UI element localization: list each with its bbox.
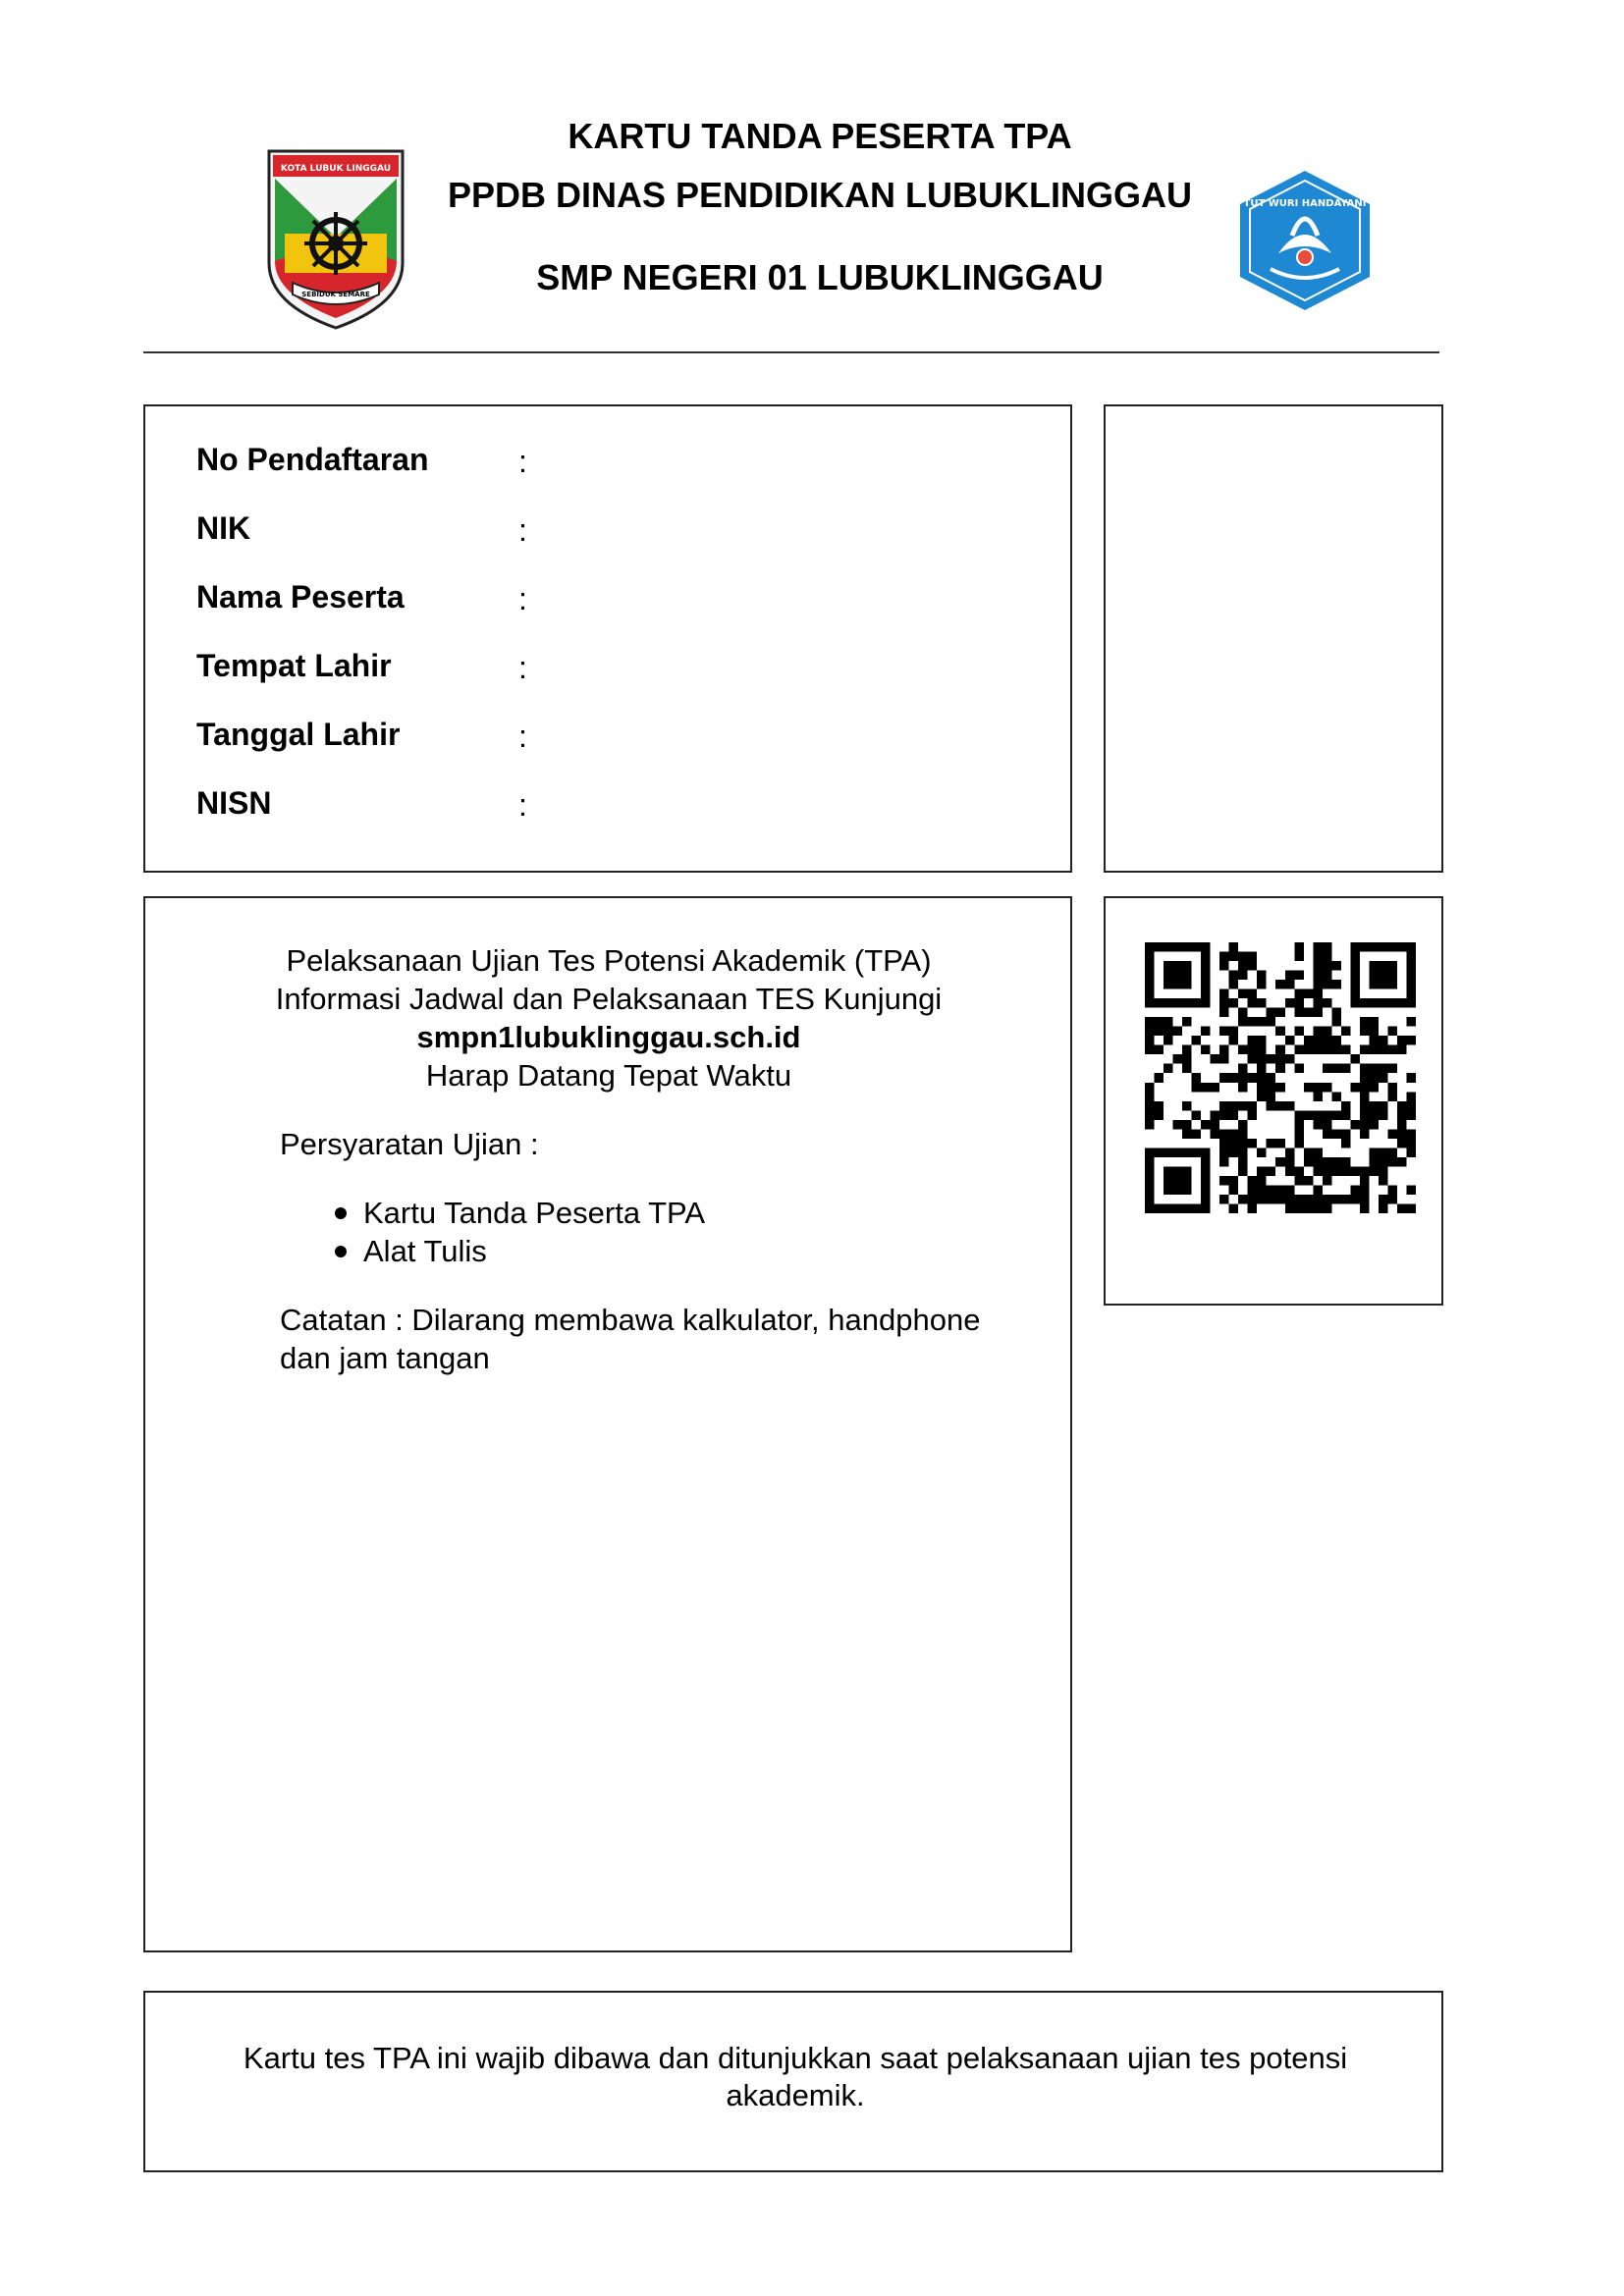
footer-notice-text: Kartu tes TPA ini wajib dibawa dan ditunjukkan saat pelaksanaan ujian tes potensi akademik. <box>243 2041 1348 2112</box>
field-colon: : <box>518 650 527 685</box>
requirement-item: Kartu Tanda Peserta TPA <box>363 1196 706 1230</box>
school-name: SMP NEGERI 01 LUBUKLINGGAU <box>536 257 1104 297</box>
right-logo-text: TUT WURI HANDAYANI <box>1243 198 1367 209</box>
header-divider <box>143 351 1439 353</box>
note-line-2: dan jam tangan <box>280 1341 490 1375</box>
requirement-item: Alat Tulis <box>363 1234 487 1268</box>
field-colon: : <box>518 581 527 616</box>
school-website-link[interactable]: smpn1lubuklinggau.sch.id <box>416 1020 801 1054</box>
field-colon: : <box>518 719 527 754</box>
info-line-jadwal: Informasi Jadwal dan Pelaksanaan TES Kunjungi <box>275 982 943 1016</box>
field-colon: : <box>518 444 527 479</box>
photo-placeholder-box <box>1104 404 1443 873</box>
field-colon: : <box>518 787 527 823</box>
bullet-icon <box>335 1246 347 1257</box>
card-subtitle-ppdb: PPDB DINAS PENDIDIKAN LUBUKLINGGAU <box>447 175 1193 215</box>
field-colon: : <box>518 512 527 548</box>
field-label-nisn: NISN <box>196 785 272 821</box>
kota-lubuklinggau-logo <box>263 147 408 330</box>
info-line-tpa: Pelaksanaan Ujian Tes Potensi Akademik (TPA) <box>286 943 932 978</box>
bullet-icon <box>335 1207 347 1219</box>
tut-wuri-handayani-logo <box>1231 167 1379 314</box>
field-label-nama-peserta: Nama Peserta <box>196 579 405 614</box>
field-label-nik: NIK <box>196 510 251 546</box>
info-line-tepat-waktu: Harap Datang Tepat Waktu <box>425 1058 792 1093</box>
field-label-tempat-lahir: Tempat Lahir <box>196 648 392 683</box>
note-line-1: Catatan : Dilarang membawa kalkulator, handphone <box>280 1303 981 1337</box>
card-title: KARTU TANDA PESERTA TPA <box>568 116 1072 156</box>
left-logo-text-bottom: SEBIDUK SEMARE <box>301 291 370 298</box>
requirements-title: Persyaratan Ujian : <box>280 1127 539 1161</box>
field-label-no-pendaftaran: No Pendaftaran <box>196 442 429 477</box>
left-logo-text-top: KOTA LUBUK LINGGAU <box>280 164 392 174</box>
field-label-tanggal-lahir: Tanggal Lahir <box>196 717 401 752</box>
qr-code <box>1145 942 1416 1213</box>
